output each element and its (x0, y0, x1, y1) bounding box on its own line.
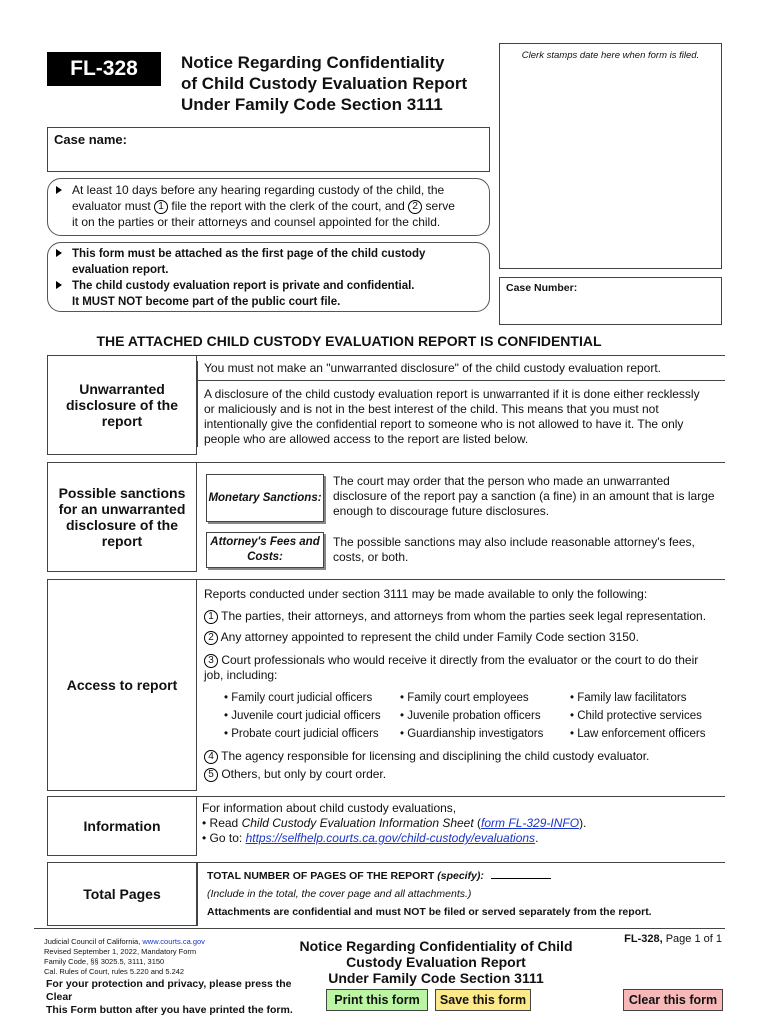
sanctions-label: Possible sanctions for an unwarranted disclosure of the report (47, 462, 197, 572)
total-pages-line1a: TOTAL NUMBER OF PAGES OF THE REPORT (207, 870, 438, 882)
circled-number-icon: 5 (204, 768, 218, 782)
circled-number-icon: 3 (204, 654, 218, 668)
divider (197, 462, 725, 463)
privacy-line1: For your protection and privacy, please press the Clear (46, 978, 292, 1003)
notice1-line1: At least 10 days before any hearing regarding custody of the child, the (72, 183, 445, 197)
case-number-field[interactable] (499, 277, 722, 325)
unwarranted-paragraph: A disclosure of the child custody evaluation report is unwarranted if it is done either recklessly or maliciously and is not in the best interest of the child. This means that you must not intentionally give the confidential report to someone who is not allowed to have it. The only people who are allowed access to the report are listed below. (204, 387, 700, 446)
case-name-field[interactable] (47, 127, 490, 172)
circled-number-icon: 4 (204, 750, 218, 764)
print-button[interactable]: Print this form (326, 989, 428, 1011)
unwarranted-content (197, 361, 725, 447)
form-title (181, 52, 467, 115)
selfhelp-link[interactable]: https://selfhelp.courts.ca.gov/child-custody/evaluations (245, 831, 536, 845)
triangle-bullet-icon (56, 186, 62, 194)
access-item-3-text: Court professionals who would receive it directly from the evaluator or the court to do their job, including: (204, 653, 699, 682)
total-pages-line2: (Include in the total, the cover page and all attachments.) (207, 888, 472, 900)
divider (198, 380, 725, 381)
access-item-1-text: The parties, their attorneys, and attorneys from whom the parties seek legal representation. (221, 609, 707, 623)
list-item: • Juvenile probation officers (400, 710, 541, 722)
information-line3a: • Go to: (202, 831, 246, 845)
notice1-line2a: evaluator must (72, 199, 151, 213)
circled-number-icon: 2 (204, 631, 218, 645)
revised-date: Revised September 1, 2022, Mandatory Form (44, 947, 197, 956)
case-name-label: Case name: (54, 132, 127, 147)
divider (197, 862, 725, 863)
footer-divider (34, 928, 725, 929)
access-item-3 (204, 653, 699, 683)
access-item-5-text: Others, but only by court order. (221, 767, 387, 781)
footer-title-line2: Custody Evaluation Report (346, 954, 526, 970)
total-pages-content (207, 868, 722, 918)
triangle-bullet-icon (56, 281, 62, 289)
triangle-bullet-icon (56, 249, 62, 257)
access-item-2 (204, 630, 719, 645)
courts-link[interactable]: www.courts.ca.gov (142, 937, 205, 946)
total-pages-specify: (specify): (437, 870, 484, 882)
notice-confidential-box (47, 242, 490, 312)
information-line3b: . (535, 831, 539, 845)
list-item: • Family law facilitators (570, 692, 687, 704)
total-pages-input[interactable] (491, 868, 551, 879)
access-item-4 (204, 749, 719, 764)
access-label: Access to report (47, 579, 197, 791)
list-item: • Guardianship investigators (400, 728, 544, 740)
notice1-line2b: file the report with the clerk of the court, and (171, 199, 405, 213)
title-line-2: of Child Custody Evaluation Report (181, 74, 468, 93)
list-item: • Law enforcement officers (570, 728, 706, 740)
information-line2d: ). (579, 816, 587, 830)
court-rules: Cal. Rules of Court, rules 5.220 and 5.242 (44, 967, 185, 976)
footer-title-line1: Notice Regarding Confidentiality of Child (299, 938, 573, 954)
form-number-badge: FL-328 (47, 52, 161, 86)
footer-citation (44, 937, 274, 977)
circled-number-icon: 1 (204, 610, 218, 624)
list-item: • Family court employees (400, 692, 529, 704)
total-pages-label: Total Pages (47, 862, 197, 926)
save-button[interactable]: Save this form (435, 989, 531, 1011)
list-item: • Probate court judicial officers (224, 728, 379, 740)
information-content (202, 801, 722, 846)
information-label: Information (47, 796, 197, 856)
divider (197, 579, 725, 580)
access-intro: Reports conducted under section 3111 may be made available to only the following: (204, 587, 648, 601)
list-item: • Family court judicial officers (224, 692, 373, 704)
notice-filing-box (47, 178, 490, 236)
notice2-b1-line1: This form must be attached as the first page of the child custody (72, 248, 426, 260)
notice2-b1-line2: evaluation report. (72, 264, 169, 276)
list-item: • Child protective services (570, 710, 702, 722)
page-indicator (606, 933, 722, 945)
page-form-number: FL-328, (624, 933, 663, 945)
notice1-line2c: serve (425, 199, 455, 213)
form-fl329-link[interactable]: form FL-329-INFO (481, 816, 580, 830)
attorney-fees-label: Attorney's Fees and Costs: (206, 532, 324, 568)
access-item-4-text: The agency responsible for licensing and disciplining the child custody evaluator. (221, 749, 650, 763)
page-of: Page 1 of 1 (665, 933, 722, 945)
list-item: • Juvenile court judicial officers (224, 710, 381, 722)
information-line1: For information about child custody evaluations, (202, 801, 457, 815)
monetary-sanctions-text: The court may order that the person who made an unwarranted disclosure of the report pay a sanction (a fine) in an amount that is large enough to discourage future disclosures. (333, 474, 715, 518)
circled-number-icon: 2 (408, 200, 422, 214)
clerk-stamp-box (499, 43, 722, 269)
monetary-sanctions-label: Monetary Sanctions: (206, 474, 324, 522)
title-line-3: Under Family Code Section 3111 (181, 95, 443, 114)
notice2-b2-line1: The child custody evaluation report is private and confidential. (72, 280, 415, 292)
court-professionals-list (224, 689, 724, 743)
access-item-1 (204, 609, 724, 624)
footer-title-line3: Under Family Code Section 3111 (328, 970, 544, 986)
council-name: Judicial Council of California, (44, 937, 141, 946)
case-number-label: Case Number: (506, 282, 578, 294)
main-heading: THE ATTACHED CHILD CUSTODY EVALUATION REPORT IS CONFIDENTIAL (96, 333, 602, 349)
title-line-1: Notice Regarding Confidentiality (181, 53, 445, 72)
privacy-line2: This Form button after you have printed the form. (46, 1004, 293, 1016)
total-pages-line3: Attachments are confidential and must NOT be filed or served separately from the report. (207, 906, 652, 918)
notice2-b2-line2: It MUST NOT become part of the public court file. (72, 296, 341, 308)
clear-button[interactable]: Clear this form (623, 989, 723, 1011)
family-codes: Family Code, §§ 3025.5, 3111, 3150 (44, 957, 165, 966)
attorney-fees-text: The possible sanctions may also include reasonable attorney's fees, costs, or both. (333, 535, 695, 564)
unwarranted-label: Unwarranted disclosure of the report (47, 355, 197, 455)
divider (197, 862, 198, 926)
information-line2c: ( (473, 816, 482, 830)
access-item-2-text: Any attorney appointed to represent the child under Family Code section 3150. (220, 630, 639, 644)
unwarranted-line1: You must not make an "unwarranted disclosure" of the child custody evaluation report. (204, 361, 662, 375)
privacy-note (46, 978, 318, 1017)
clerk-stamp-label: Clerk stamps date here when form is filed. (521, 50, 700, 61)
divider (197, 355, 725, 356)
footer-title (268, 938, 604, 986)
notice1-line3: it on the parties or their attorneys and counsel appointed for the child. (72, 215, 441, 229)
access-item-5 (204, 767, 719, 782)
information-sheet-title: Child Custody Evaluation Information Sheet (241, 816, 474, 830)
divider (197, 796, 725, 797)
information-line2a: • Read (202, 816, 242, 830)
circled-number-icon: 1 (154, 200, 168, 214)
